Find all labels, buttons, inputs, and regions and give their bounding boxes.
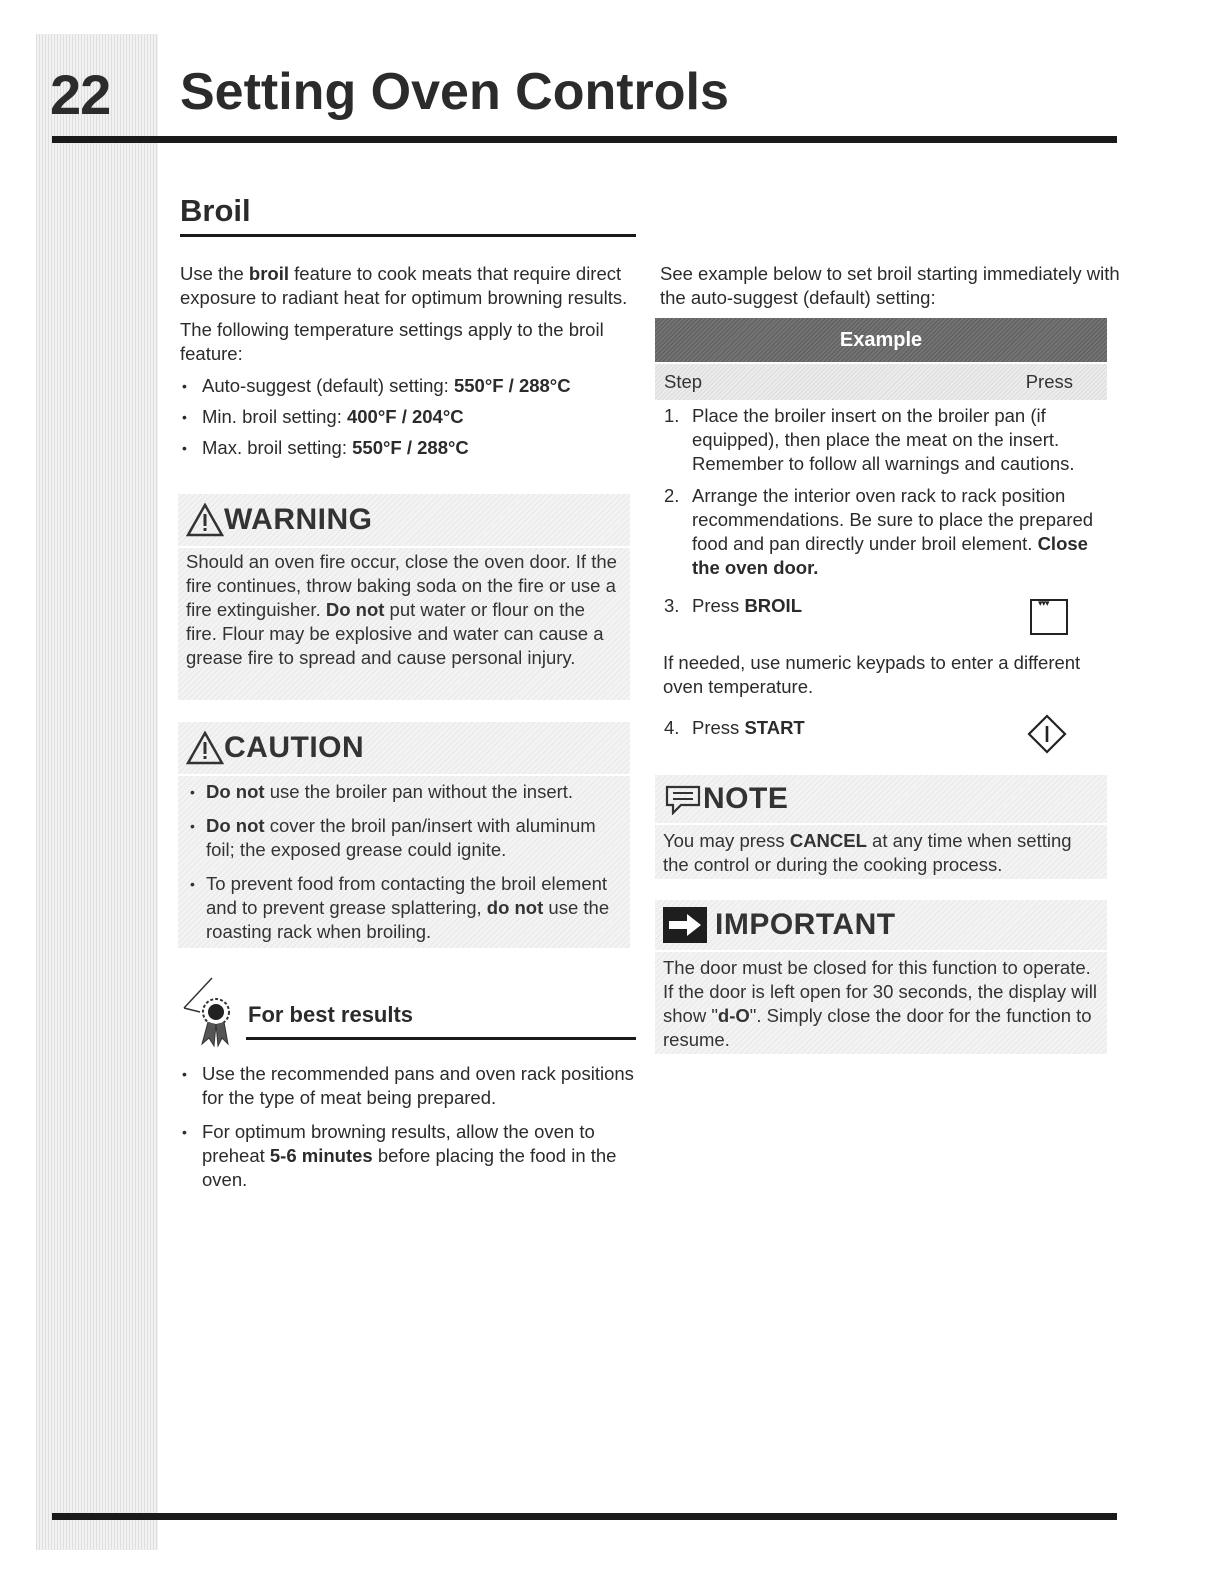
step-3: 3. Press BROIL [664,595,802,616]
settings-list [180,374,640,460]
list-item: • To prevent food from contacting the broil element and to prevent grease splattering, do not use the roasting rack when broiling. [186,872,620,944]
important-box [655,900,1107,1054]
note-text: You may press CANCEL at any time when setting the control or during the cooking process. [663,830,1072,875]
broil-button-icon [1030,599,1068,635]
example-header: Example [655,318,1107,362]
important-arrow-icon [663,905,709,945]
page-title: Setting Oven Controls [180,63,729,121]
list-item: • Max. broil setting: 550°F / 288°C [180,436,640,460]
best-results-title: For best results [248,1002,414,1027]
ribbon-award-icon [174,974,238,1054]
list-item: • Do not cover the broil pan/insert with aluminum foil; the exposed grease could ignite. [186,814,620,862]
example-columns [655,364,1107,400]
best-results-rule [246,1037,636,1040]
intro-paragraph: Use the broil feature to cook meats that require direct exposure to radiant heat for optimum browning results. [180,263,628,308]
step-4: 4. Press START [664,717,805,738]
start-button-icon [1027,714,1067,754]
warning-triangle-icon [186,503,224,537]
section-rule [180,234,636,237]
note-header [655,775,1107,825]
warning-header [178,494,630,548]
step-3-note: If needed, use numeric keypads to enter a different oven temperature. [663,652,1081,697]
note-label: NOTE [703,782,789,815]
warning-box [178,494,630,700]
list-item: • Do not use the broiler pan without the insert. [186,780,620,804]
caution-body [178,776,630,960]
note-box [655,775,1107,879]
step-2: 2. Arrange the interior oven rack to rack position recommendations. Be sure to place the prepared food and pan directly under broil element. Close the oven door. [664,485,1094,578]
important-label: IMPORTANT [715,908,896,941]
best-results-list [180,1062,640,1202]
warning-text: Should an oven fire occur, close the oven door. If the fire continues, throw baking soda on the fire or use a fire extinguisher. Do not put water or flour on the fire. Flour may be explosive and water can cause a grease fire to spread and cause personal injury. [186,551,617,668]
caution-list [186,780,620,944]
example-steps [660,404,1110,626]
step-1: 1. Place the broiler insert on the broiler pan (if equipped), then place the meat on the insert. Remember to follow all warnings and cautions. [664,405,1075,474]
left-margin-strip [36,34,158,1550]
list-item: • Auto-suggest (default) setting: 550°F / 288°C [180,374,640,398]
list-item: • For optimum browning results, allow the oven to preheat 5-6 minutes before placing the food in the oven. [180,1120,640,1192]
caution-header [178,722,630,776]
column-step: Step [664,371,703,392]
caution-label: CAUTION [224,731,365,764]
footer-rule [52,1513,1117,1520]
header-rule [52,136,1117,143]
warning-label: WARNING [224,503,373,536]
temps-intro: The following temperature settings apply to the broil feature: [180,319,604,364]
important-header [655,900,1107,952]
caution-triangle-icon [186,731,224,765]
list-item: • Use the recommended pans and oven rack positions for the type of meat being prepared. [180,1062,640,1110]
caution-box [178,722,630,948]
note-icon [663,783,703,815]
page-number: 22 [50,63,111,126]
column-press: Press [1025,371,1073,392]
list-item: • Min. broil setting: 400°F / 204°C [180,405,640,429]
example-intro: See example below to set broil starting immediately with the auto-suggest (default) setting: [660,263,1120,308]
section-title: Broil [180,193,251,228]
broil-intro [180,262,640,467]
important-text: The door must be closed for this function to operate. If the door is left open for 30 seconds, the display will show "d-O". Simply close the door for the function to resume. [663,957,1097,1050]
